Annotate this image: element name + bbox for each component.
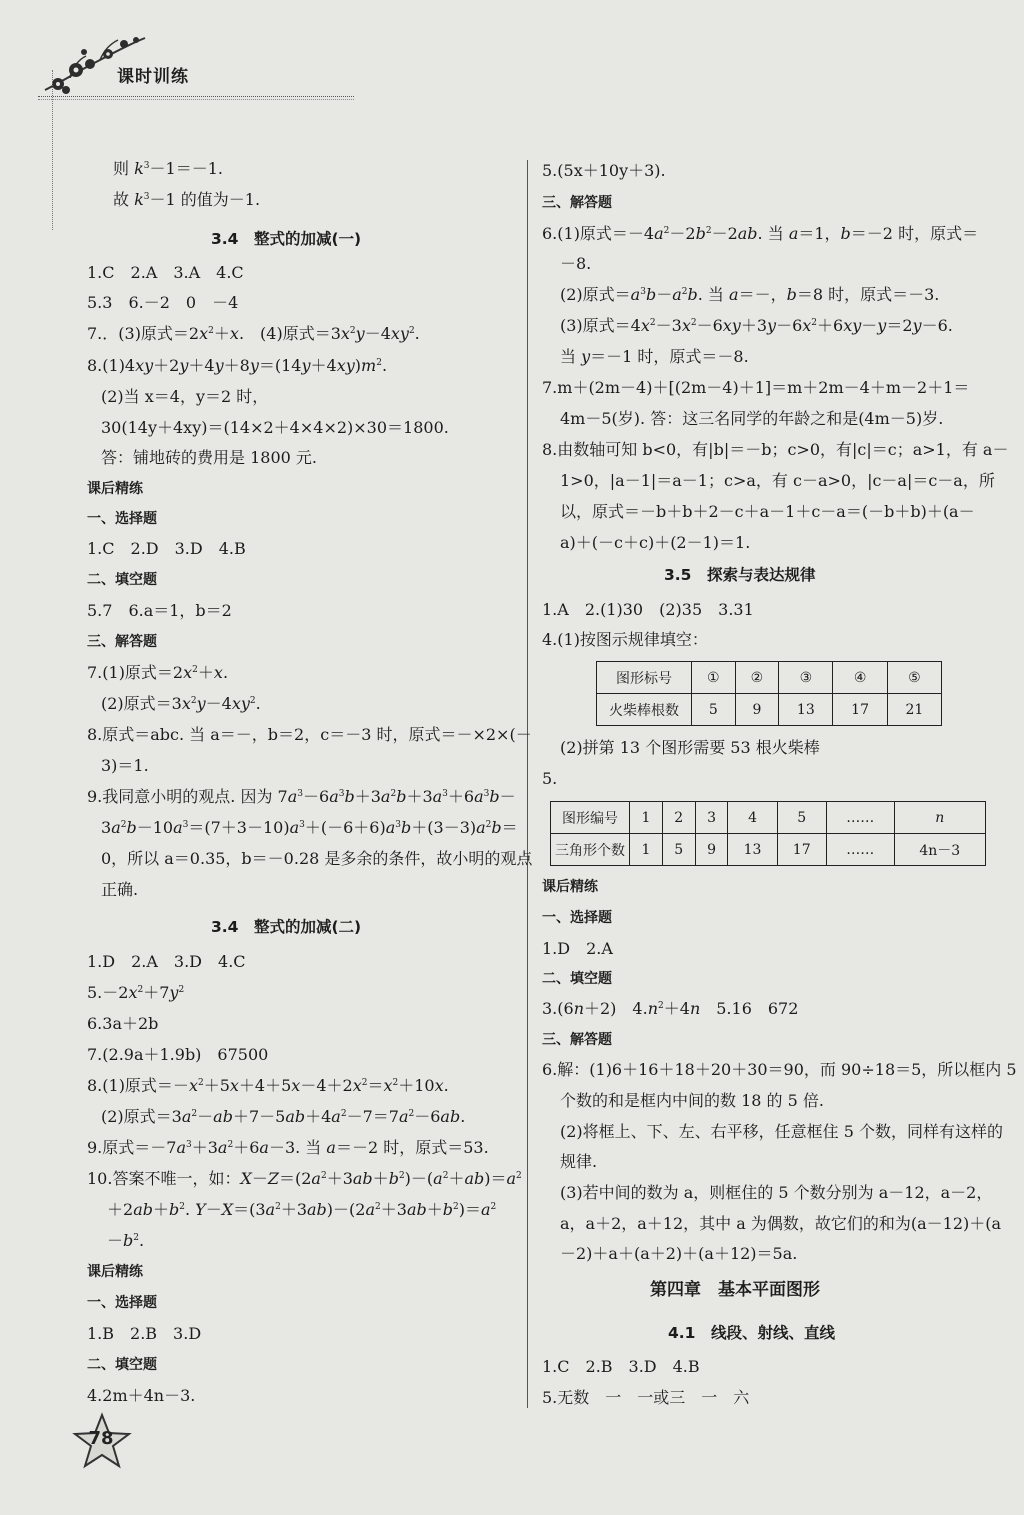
table-cell: 17 bbox=[833, 694, 887, 726]
subsection-heading: 三、解答题 bbox=[87, 634, 157, 650]
answer-line: 1.B 2.B 3.D bbox=[87, 1324, 202, 1343]
header-divider bbox=[38, 96, 354, 97]
answer-line: 5.(5x＋10y＋3). bbox=[542, 161, 666, 180]
answer-line: 8.原式＝abc. 当 a＝－，b＝2，c＝－3 时，原式＝－×2×(－ bbox=[87, 725, 532, 744]
subsection-heading: 课后精练 bbox=[542, 879, 598, 895]
table-cell: 4n－3 bbox=[894, 834, 985, 866]
subsection-heading: 课后精练 bbox=[87, 1264, 143, 1280]
table-row bbox=[551, 834, 986, 866]
answer-line: $+2ab+b^2$. $Y-X=(3a^2+3ab)-(2a^2+3ab+b^2)=a^2$ bbox=[107, 1200, 497, 1219]
table-cell: ④ bbox=[833, 662, 887, 694]
answer-line: 4.2m＋4n－3. bbox=[87, 1386, 196, 1405]
answer-line: 3.(6n＋2) $4.n^2+4n$ 5.16 672 bbox=[542, 999, 799, 1018]
answer-line: (3)原式$=4x^2-3x^2-6xy+3y-6x^2+6xy-y=2y-6$. bbox=[560, 316, 953, 335]
table-cell: 5 bbox=[692, 694, 736, 726]
subsection-heading: 一、选择题 bbox=[542, 910, 612, 926]
answer-line: 7.．(3)原式$=2x^2+x$. (4)原式$=3x^2y-4xy^2$. bbox=[87, 324, 420, 343]
subsection-heading: 三、解答题 bbox=[542, 1032, 612, 1048]
answer-line: 1.A 2.(1)30 (2)35 3.31 bbox=[542, 600, 754, 619]
answer-line: 当 y＝－1 时，原式＝－8. bbox=[560, 347, 749, 366]
subsection-heading: 二、填空题 bbox=[542, 971, 612, 987]
answer-line: (2)原式$=a^3b-a^2b$. 当 a＝－，b＝8 时，原式＝－3. bbox=[560, 285, 940, 304]
answer-line: $8.(1)4xy+2y+4y+8y=(14y+4xy)m^2$. bbox=[87, 356, 388, 375]
header-title: 课时训练 bbox=[117, 67, 189, 87]
answer-line: $3a^2b-10a^3=(7+3-10)a^3+(-6+6)a^3b+(3-3)a^2b=$ bbox=[101, 818, 518, 837]
answer-line: 6.3a＋2b bbox=[87, 1014, 159, 1033]
subsection-heading: 二、填空题 bbox=[87, 1357, 157, 1373]
table-cell: 1 bbox=[630, 802, 663, 834]
table-cell: 9 bbox=[695, 834, 728, 866]
answer-line: 3)＝1. bbox=[101, 756, 149, 775]
answer-line: 6.解：(1)6＋16＋18＋20＋30＝90，而 90÷18＝5，所以框内 5 bbox=[542, 1060, 1017, 1079]
answer-line: $-b^2$. bbox=[107, 1231, 145, 1250]
answer-line: 9.我同意小明的观点. 因为 $7a^3-6a^3b+3a^2b+3a^3+6a^3b-$ bbox=[87, 787, 516, 806]
table-cell: 3 bbox=[695, 802, 728, 834]
answer-line: 正确. bbox=[101, 880, 139, 899]
answer-line: (2)当 x＝4，y＝2 时， bbox=[101, 387, 269, 406]
answer-line: 1.D 2.A 3.D 4.C bbox=[87, 952, 246, 971]
table-cell: 4 bbox=[728, 802, 777, 834]
subsection-heading: 二、填空题 bbox=[87, 572, 157, 588]
table-cell: 13 bbox=[728, 834, 777, 866]
subsection-heading: 三、解答题 bbox=[542, 195, 612, 211]
answer-line: (2)原式$=3x^2y-4xy^2$. bbox=[101, 694, 261, 713]
answer-line: a)＋(－c＋c)＋(2－1)＝1. bbox=[560, 533, 751, 552]
section-title: 4.1 线段、射线、直线 bbox=[668, 1324, 835, 1342]
table-cell: 图形标号 bbox=[597, 662, 692, 694]
answer-line: 1.D 2.A bbox=[542, 939, 613, 958]
answer-line: (3)若中间的数为 a，则框住的 5 个数分别为 a－12，a－2， bbox=[560, 1183, 993, 1202]
section-title: 3.5 探索与表达规律 bbox=[664, 566, 816, 584]
table-cell: 三角形个数 bbox=[551, 834, 630, 866]
answer-line: 9.原式$=-7a^3+3a^2+6a-3$. 当 a＝－2 时，原式＝53. bbox=[87, 1138, 489, 1157]
answer-line: 5.3 6.－2 0 －4 bbox=[87, 293, 239, 312]
answer-line: 1.C 2.A 3.A 4.C bbox=[87, 263, 244, 282]
table-cell: ③ bbox=[779, 662, 833, 694]
answer-line: 7.m＋(2m－4)＋[(2m－4)＋1]＝m＋2m－4＋m－2＋1＝ bbox=[542, 378, 970, 397]
table-cell: …… bbox=[826, 834, 894, 866]
table-cell: 1 bbox=[630, 834, 663, 866]
table-row bbox=[551, 802, 986, 834]
answer-line: $5.-2x^2+7y^2$ bbox=[87, 983, 185, 1002]
column-divider bbox=[527, 160, 528, 1408]
matchstick-table bbox=[596, 661, 942, 726]
answer-line: 个数的和是框内中间的数 18 的 5 倍. bbox=[560, 1091, 824, 1110]
table-cell: ⑤ bbox=[887, 662, 941, 694]
table-cell: 21 bbox=[887, 694, 941, 726]
answer-line: 1.C 2.D 3.D 4.B bbox=[87, 539, 246, 558]
section-title: 3.4 整式的加减(二) bbox=[211, 918, 362, 936]
answer-line: 7.(2.9a＋1.9b) 67500 bbox=[87, 1045, 269, 1064]
answer-line: 30(14y＋4xy)＝(14×2＋4×4×2)×30＝1800. bbox=[101, 418, 449, 437]
answer-line: 5.无数 一 一或三 一 六 bbox=[542, 1388, 750, 1407]
table-cell: ① bbox=[692, 662, 736, 694]
answer-line: 1>0，|a－1|＝a－1；c>a，有 c－a>0，|c－a|＝c－a，所 bbox=[560, 471, 995, 490]
table-cell: 2 bbox=[662, 802, 695, 834]
table-cell: …… bbox=[826, 802, 894, 834]
answer-line: 规律. bbox=[560, 1152, 598, 1171]
answer-line: 4.(1)按图示规律填空： bbox=[542, 630, 708, 649]
table-row bbox=[597, 694, 942, 726]
answer-line: 答：铺地砖的费用是 1800 元. bbox=[101, 448, 317, 467]
page-number-badge bbox=[72, 1412, 132, 1472]
answer-line: 7.(1)原式$=2x^2+x$. bbox=[87, 663, 229, 682]
answer-line: 0，所以 a＝0.35，b＝－0.28 是多余的条件，故小明的观点 bbox=[101, 849, 533, 868]
table-cell: n bbox=[894, 802, 985, 834]
table-cell: 5 bbox=[662, 834, 695, 866]
answer-line: 8.由数轴可知 b<0，有|b|＝－b；c>0，有|c|＝c；a>1，有 a－ bbox=[542, 440, 1009, 459]
table-row bbox=[597, 662, 942, 694]
answer-line: 8.(1)原式$=-x^2+5x+4+5x-4+2x^2=x^2+10x$. bbox=[87, 1076, 449, 1095]
subsection-heading: 一、选择题 bbox=[87, 1295, 157, 1311]
answer-line: 5.7 6.a＝1，b＝2 bbox=[87, 601, 232, 620]
triangle-table bbox=[550, 801, 986, 866]
section-title: 3.4 整式的加减(一) bbox=[211, 230, 362, 248]
subsection-heading: 一、选择题 bbox=[87, 511, 157, 527]
table-cell: ② bbox=[735, 662, 779, 694]
answer-line: 故 $k^3-1$ 的值为－1. bbox=[113, 190, 261, 209]
chapter-title: 第四章 基本平面图形 bbox=[650, 1280, 820, 1300]
table-cell: 火柴棒根数 bbox=[597, 694, 692, 726]
answer-line: 10.答案不唯一，如：$X-Z=(2a^2+3ab+b^2)-(a^2+ab)=a^2$ bbox=[87, 1169, 522, 1188]
table-cell: 图形编号 bbox=[551, 802, 630, 834]
answer-line: 1.C 2.B 3.D 4.B bbox=[542, 1357, 700, 1376]
answer-line: －2)＋a＋(a＋2)＋(a＋12)＝5a. bbox=[560, 1244, 798, 1263]
table-cell: 13 bbox=[779, 694, 833, 726]
subsection-heading: 课后精练 bbox=[87, 481, 143, 497]
answer-line: －8. bbox=[560, 254, 592, 273]
header-divider-secondary bbox=[38, 99, 354, 100]
margin-rule bbox=[52, 70, 53, 230]
answer-line: (2)原式$=3a^2-ab+7-5ab+4a^2-7=7a^2-6ab$. bbox=[101, 1107, 466, 1126]
table-cell: 5 bbox=[777, 802, 826, 834]
answer-line: 以，原式＝－b＋b＋2－c＋a－1＋c－a＝(－b＋b)＋(a－ bbox=[560, 502, 975, 521]
answer-line: (2)拼第 13 个图形需要 53 根火柴棒 bbox=[560, 738, 820, 757]
answer-line: 4m－5(岁). 答：这三名同学的年龄之和是(4m－5)岁. bbox=[560, 409, 944, 428]
answer-line: a，a＋2，a＋12，其中 a 为偶数，故它们的和为(a－12)＋(a bbox=[560, 1214, 1002, 1233]
table-cell: 17 bbox=[777, 834, 826, 866]
answer-line: 则 $k^3-1=-1$. bbox=[113, 159, 223, 178]
page-number: 78 bbox=[88, 1428, 114, 1449]
table-cell: 9 bbox=[735, 694, 779, 726]
answer-line: (2)将框上、下、左、右平移，任意框住 5 个数，同样有这样的 bbox=[560, 1122, 1004, 1141]
answer-line: 6.(1)原式$=-4a^2-2b^2-2ab$. 当 a＝1，b＝－2 时，原式＝ bbox=[542, 224, 979, 243]
answer-line: 5. bbox=[542, 769, 558, 788]
